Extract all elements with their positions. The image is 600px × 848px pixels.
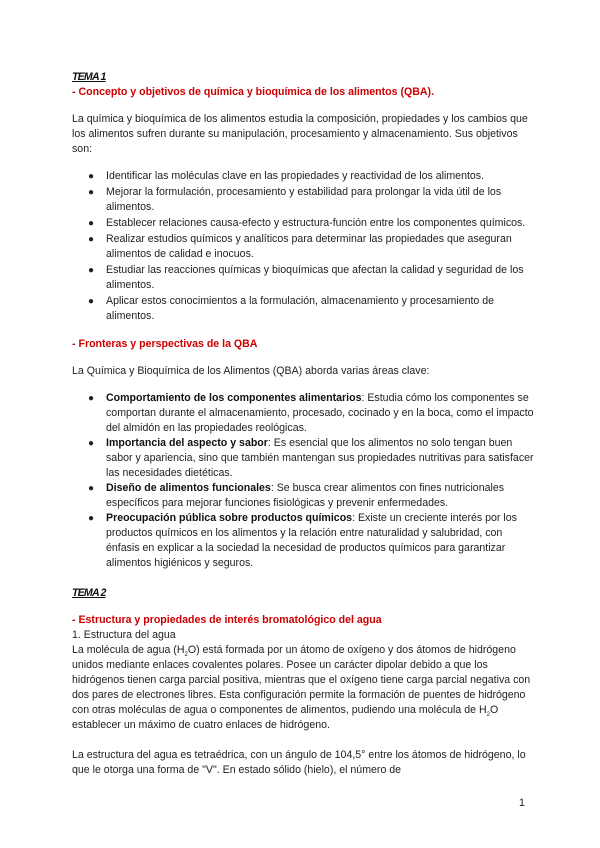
list-item: ● Aplicar estos conocimientos a la formulación, almacenamiento y procesamiento de alimentos. — [88, 295, 495, 322]
list-item: ● Preocupación pública sobre productos químicos: Existe un creciente interés por los productos químicos en los alimentos y la relación entre naturalidad y salubridad, con énfasis en explicar a la sociedad la necesidad de productos químicos para garantizar alimentos higiénicos y seguros. — [88, 512, 517, 569]
tema1-intro-paragraph: La química y bioquímica de los alimentos estudia la composición, propiedades y los cambios que los alimentos sufren durante su manipulación, procesamiento y almacenamiento. Sus objetivos son: — [72, 113, 528, 155]
objectives-list — [72, 169, 534, 324]
list-item: ● Estudiar las reacciones químicas y bioquímicas que afectan la calidad y seguridad de los alimentos. — [88, 264, 524, 291]
tema2-title: TEMA 2 — [72, 587, 106, 599]
tema1-heading-concept: - Concepto y objetivos de química y bioquímica de los alimentos (QBA). — [72, 86, 435, 98]
tema2-subheading: 1. Estructura del agua — [72, 629, 176, 641]
bullet-icon: ● — [88, 296, 95, 307]
tema2-heading-water: - Estructura y propiedades de interés bromatológico del agua — [72, 614, 382, 626]
bullet-icon: ● — [88, 218, 95, 229]
tema1-title: TEMA 1 — [72, 71, 106, 83]
areas-list — [72, 391, 534, 571]
bullet-icon: ● — [88, 483, 95, 494]
list-item: ● Mejorar la formulación, procesamiento y estabilidad para prolongar la vida útil de los alimentos. — [88, 186, 502, 213]
list-item: ● Establecer relaciones causa-efecto y estructura-función entre los componentes químicos. — [88, 217, 526, 229]
water-tetrahedral-paragraph: La estructura del agua es tetraédrica, con un ángulo de 104,5° entre los átomos de hidrógeno, lo que le otorga una forma de "V". En estado sólido (hielo), el número de — [72, 749, 526, 776]
bullet-icon: ● — [88, 187, 95, 198]
list-item: ● Realizar estudios químicos y analíticos para determinar las propiedades que aseguran alimentos de calidad e inocuos. — [88, 233, 512, 260]
list-item: ● Comportamiento de los componentes alimentarios: Estudia cómo los componentes se comportan durante el almacenamiento, procesado, cocinado y en la boca, como el impacto del almidón en las propiedades reológicas. — [88, 392, 534, 434]
water-structure-paragraph: La molécula de agua $(H_2O)$ está formada por un átomo de oxígeno y dos átomos de hidrógeno unidos mediante enlaces covalentes polares. Posee un carácter dipolar debido a que los hidrógenos tienen carga parcial positiva, mientras que el oxígeno tiene carga parcial negativa con dos pares de electrones libres. Esta configuración permite la formación de puentes de hidrógeno con otras moléculas de agua o componentes de alimentos, pudiendo una molécula de $H_2O$ establecer un máximo de cuatro enlaces de hidrógeno. — [72, 644, 531, 731]
areas-intro-paragraph: La Química y Bioquímica de los Alimentos (QBA) aborda varias áreas clave: — [72, 365, 430, 377]
page-content — [72, 70, 534, 778]
bullet-icon: ● — [88, 438, 95, 449]
bullet-icon: ● — [88, 393, 95, 404]
bullet-icon: ● — [88, 234, 95, 245]
page-number: 1 — [519, 797, 525, 809]
list-item: ● Identificar las moléculas clave en las propiedades y reactividad de los alimentos. — [88, 170, 485, 182]
list-item: ● Importancia del aspecto y sabor: Es esencial que los alimentos no solo tengan buen sabor y apariencia, sino que también mantengan sus propiedades nutritivas para satisfacer las necesidades dietéticas. — [88, 437, 534, 479]
list-item: ● Diseño de alimentos funcionales: Se busca crear alimentos con fines nutricionales específicos para mejorar funciones fisiológicas y prevenir enfermedades. — [88, 482, 505, 509]
bullet-icon: ● — [88, 513, 95, 524]
bullet-icon: ● — [88, 171, 95, 182]
bullet-icon: ● — [88, 265, 95, 276]
tema1-heading-frontiers: - Fronteras y perspectivas de la QBA — [72, 338, 258, 350]
